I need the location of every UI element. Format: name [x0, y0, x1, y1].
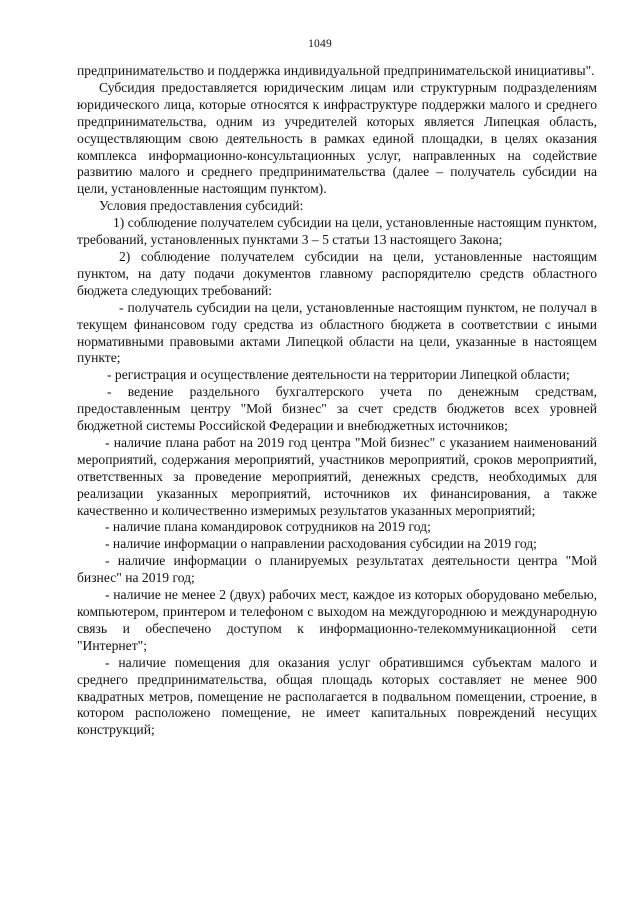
paragraph-condition-1: 1) соблюдение получателем субсидии на цели, установленные настоящим пунктом, требований, установленных пунктами 3 – 5 статьи 13 настоящего Закона;: [77, 215, 597, 248]
paragraph-subsidy-recipients: Субсидия предоставляется юридическим лицам или структурным подразделениям юридического лица, которые относятся к инфраструктуре поддержки малого и среднего предпринимательства, одним из учредителей которых является Липецкая область, осуществляющим свою деятельность в рамках единой площадки, в целях оказания комплекса информационно-консультационных услуг, направленных на содействие развитию малого и среднего предпринимательства (далее – получатель субсидии на цели, установленные настоящим пунктом).: [77, 79, 597, 197]
paragraph-requirement-no-funds: - получатель субсидии на цели, установленные настоящим пунктом, не получал в текущем финансовом году средства из областного бюджета в соответствии с иными нормативными правовыми актами Липецкой области на цели, указанные в настоящем пункте;: [77, 299, 597, 366]
paragraph-requirement-work-plan: - наличие плана работ на 2019 год центра "Мой бизнес" с указанием наименований мероприятий, содержания мероприятий, участников мероприятий, сроков мероприятий, ответственных за проведение мероприятий, денежных средств, необходимых для реализации указанных мероприятий, источников их финансирования, а также качественно и количественно измеримых результатов указанных мероприятий;: [77, 434, 597, 518]
paragraph-condition-2: 2) соблюдение получателем субсидии на цели, установленные настоящим пунктом, на дату подачи документов главному распорядителю средств областного бюджета следующих требований:: [77, 248, 597, 298]
paragraph-conditions-heading: Условия предоставления субсидий:: [99, 198, 304, 214]
paragraph-requirement-results-info: - наличие информации о планируемых результатах деятельности центра "Мой бизнес" на 2019 год;: [77, 553, 597, 586]
document-body: [77, 63, 597, 739]
paragraph-continuation: предпринимательство и поддержка индивидуальной предпринимательской инициативы".: [77, 63, 595, 78]
paragraph-requirement-registration: - регистрация и осуществление деятельности на территории Липецкой области;: [107, 367, 570, 383]
paragraph-requirement-workplaces: - наличие не менее 2 (двух) рабочих мест, каждое из которых оборудовано мебелью, компьютером, принтером и телефоном с выходом на междугороднюю и международную связь и обеспечено доступом к информационно-телекоммуникационной сети "Интернет";: [77, 587, 597, 653]
paragraph-requirement-travel-plan: - наличие плана командировок сотрудников на 2019 год;: [105, 519, 431, 535]
paragraph-requirement-accounting: - ведение раздельного бухгалтерского учета по денежным средствам, предоставленным центру "Мой бизнес" за счет средств бюджетов всех уровней бюджетной системы Российской Федерации и внебюджетных источников;: [77, 384, 597, 434]
paragraph-requirement-premises: - наличие помещения для оказания услуг обратившимся субъектам малого и среднего предпринимательства, общая площадь которых составляет не менее 900 квадратных метров, помещение не располагается в подвальном помещении, строение, в котором расположено помещение, не имеет капитальных повреждений несущих конструкций;: [77, 654, 597, 738]
page-number: 1049: [308, 38, 332, 50]
paragraph-requirement-spending-info: - наличие информации о направлении расходования субсидии на 2019 год;: [105, 536, 537, 552]
